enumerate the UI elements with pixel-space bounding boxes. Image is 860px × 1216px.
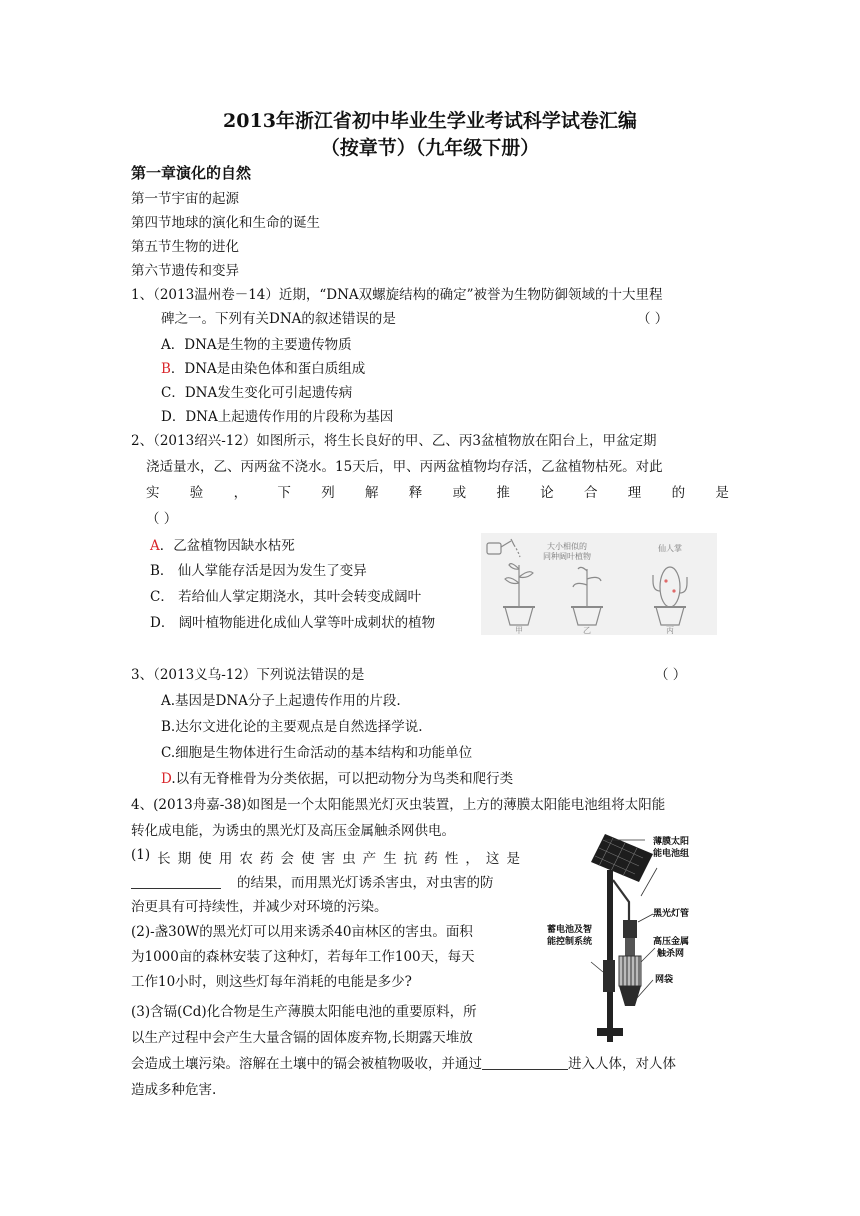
cactus-flower-icon — [672, 589, 675, 592]
figure-label: 能控制系统 — [547, 937, 593, 947]
q2-option-c: C． 若给仙人掌定期浇水，其叶会转变成阔叶 — [150, 589, 422, 605]
q3-answer-paren: （ ） — [655, 667, 687, 683]
q4-solar-lamp-figure — [545, 832, 717, 1042]
section-heading: 第五节生物的进化 — [131, 239, 239, 255]
answer-blank[interactable] — [131, 874, 221, 889]
q2-plants-figure — [481, 533, 717, 635]
q1-option-d: D．DNA上起遗传作用的片段称为基因 — [161, 409, 394, 425]
q2-stem-cont: 浇适量水，乙、丙两盆不浇水。15天后，甲、丙两盆植物均存活，乙盆植物枯死。对此 — [146, 459, 663, 475]
figure-label: 网袋 — [655, 975, 674, 985]
q1-stem: 1、（2013温州卷－14）近期，“DNA双螺旋结构的确定”被誉为生物防御领域的十大里程 — [131, 287, 663, 303]
q3-option-d: D.以有无脊椎骨为分类依据，可以把动物分为鸟类和爬行类 — [161, 771, 514, 787]
figure-label: 触杀网 — [657, 949, 685, 959]
q3-option-b: B.达尔文进化论的主要观点是自然选择学说. — [161, 719, 423, 735]
q4-part3-line3: 会造成土壤污染。溶解在土壤中的镉会被植物吸收，并通过 进入人体，对人体 — [131, 1056, 676, 1072]
document-title-line1: 2013年浙江省初中毕业生学业考试科学试卷汇编 — [223, 110, 637, 132]
q2-answer-paren: （ ） — [146, 511, 178, 527]
document-title-line2: （按章节）（九年级下册） — [320, 137, 540, 159]
kill-grid-icon — [619, 956, 641, 986]
q4-part1-justified: (1) 长 期 使 用 农 药 会 使 害 虫 产 生 抗 药 性 ， 这 是 — [131, 847, 520, 867]
q1-option-c: C．DNA发生变化可引起遗传病 — [161, 385, 353, 401]
section-heading: 第六节遗传和变异 — [131, 263, 239, 279]
q2-option-a: A．乙盆植物因缺水枯死 — [150, 538, 295, 554]
correct-answer-mark: B — [161, 361, 171, 377]
q4-part3-line1: (3)含镉(Cd)化合物是生产薄膜太阳能电池的重要原料，所 — [131, 1004, 477, 1020]
correct-answer-mark: A — [150, 538, 160, 554]
q2-stem-justified: 实 验 ， 下 列 解 释 或 推 论 合 理 的 是 — [146, 485, 729, 501]
q3-stem: 3、（2013义乌-12）下列说法错误的是 — [131, 667, 365, 683]
q4-part2-line1: (2)-盏30W的黑光灯可以用来诱杀40亩林区的害虫。面积 — [131, 924, 473, 940]
q4-stem: 4、(2013舟嘉-38)如图是一个太阳能黑光灯灭虫装置，上方的薄膜太阳能电池组将太阳能 — [131, 797, 666, 813]
pot-label: 甲 — [515, 626, 523, 635]
q3-option-a: A.基因是DNA分子上起遗传作用的片段. — [161, 693, 401, 709]
figure-label: 高压金属 — [653, 937, 690, 947]
q2-option-d: D． 阔叶植物能进化成仙人掌等叶成刺状的植物 — [150, 615, 436, 631]
section-heading: 第一节宇宙的起源 — [131, 191, 239, 207]
q1-answer-paren: （ ） — [637, 311, 669, 327]
pot-label: 丙 — [666, 626, 674, 635]
q4-part3-line4: 造成多种危害. — [131, 1082, 217, 1098]
cactus-flower-icon — [664, 579, 667, 582]
figure-label: 同种阔叶植物 — [543, 552, 591, 561]
figure-label: 大小相似的 — [547, 542, 587, 551]
section-heading: 第四节地球的演化和生命的诞生 — [131, 215, 320, 231]
q4-stem-cont: 转化成电能，为诱虫的黑光灯及高压金属触杀网供电。 — [131, 823, 455, 839]
figure-label: 蓄电池及智 — [547, 925, 593, 935]
q3-option-c: C.细胞是生物体进行生命活动的基本结构和功能单位 — [161, 745, 473, 761]
black-light-tube-icon — [623, 920, 637, 956]
figure-label: 仙人掌 — [658, 544, 682, 553]
lamp-pole — [607, 870, 613, 1042]
answer-blank[interactable] — [482, 1055, 568, 1070]
figure-label: 能电池组 — [653, 849, 690, 859]
battery-box-icon — [603, 960, 615, 992]
q1-stem-cont: 碑之一。下列有关DNA的叙述错误的是 — [161, 311, 396, 327]
q4-part2-line2: 为1000亩的森林安装了这种灯，若每年工作100天，每天 — [131, 949, 475, 965]
q4-part1-line2: 的结果，而用黑光灯诱杀害虫，对虫害的防 — [131, 871, 494, 891]
q4-part2-line3: 工作10小时，则这些灯每年消耗的电能是多少? — [131, 974, 412, 990]
q1-option-b: B．DNA是由染色体和蛋白质组成 — [161, 361, 366, 377]
figure-label: 薄膜太阳 — [653, 837, 690, 847]
figure-label: 黑光灯管 — [653, 909, 690, 919]
q2-option-b: B． 仙人掌能存活是因为发生了变异 — [150, 563, 367, 579]
q1-option-a: A．DNA是生物的主要遗传物质 — [161, 337, 352, 353]
q4-part1-line3: 治更具有可持续性，并减少对环境的污染。 — [131, 899, 388, 915]
pot-label: 乙 — [583, 626, 591, 635]
q4-part3-line2: 以生产过程中会产生大量含镉的固体废弃物,长期露天堆放 — [131, 1030, 473, 1046]
q2-stem: 2、（2013绍兴-12）如图所示，将生长良好的甲、乙、丙3盆植物放在阳台上，甲盆定期 — [131, 433, 657, 449]
chapter-heading: 第一章演化的自然 — [131, 164, 252, 182]
correct-answer-mark: D — [161, 771, 172, 787]
